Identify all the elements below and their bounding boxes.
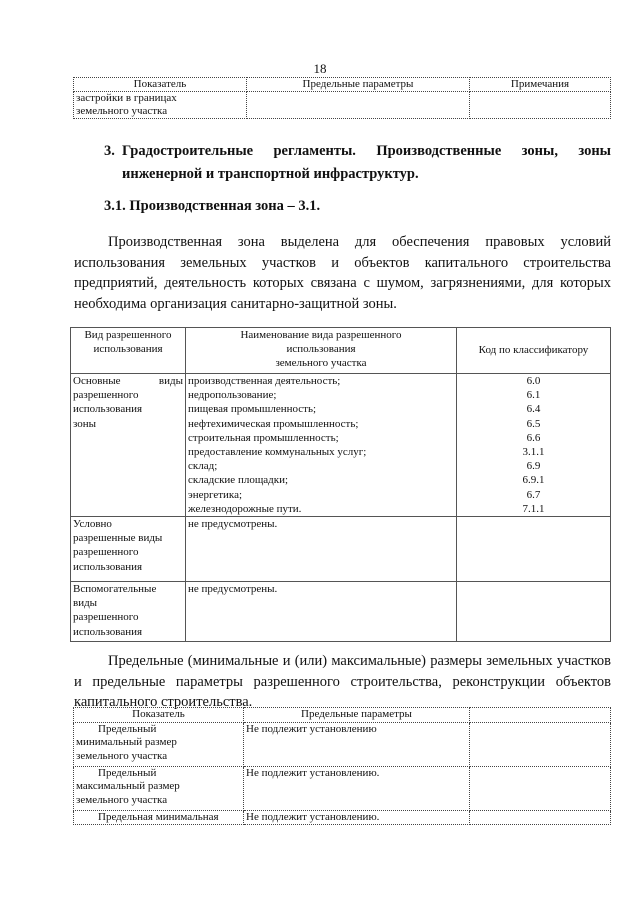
classifier-code: 3.1.1 xyxy=(522,446,545,459)
cell-line: земельного участка xyxy=(76,105,168,117)
label-line: Предельная минимальная xyxy=(98,810,219,823)
header-notes xyxy=(470,708,611,723)
classifier-code: 6.9.1 xyxy=(522,474,545,487)
page-number: 18 xyxy=(313,61,327,76)
label-line: минимальный размер xyxy=(76,736,177,748)
label-line: Предельный xyxy=(98,722,157,735)
subsection-heading: 3.1. Производственная зона – 3.1. xyxy=(104,198,321,214)
intro-paragraph-text: Производственная зона выделена для обеспечения правовых условий использования земельных участков и объектов капитального строительства предприятий, деятельность которых связана с шумом, загрязнениями, для которых необходима организация санитарно-защитной зоны. xyxy=(74,234,611,312)
label-line: максимальный размер xyxy=(76,780,180,792)
label-line: использования xyxy=(73,403,143,416)
label-line: разрешенного xyxy=(73,389,139,402)
header-indicator: Показатель xyxy=(74,708,244,723)
label-word: Основные xyxy=(73,375,121,387)
limit-row-label xyxy=(74,722,244,766)
label-line: разрешенного xyxy=(73,546,139,559)
label-line: использования xyxy=(73,625,143,638)
table-cell xyxy=(247,92,470,119)
list-item: нефтехимическая промышленность; xyxy=(188,417,359,430)
list-item: энергетика; xyxy=(188,488,243,501)
list-item: склад; xyxy=(188,460,218,473)
limit-row-note xyxy=(470,810,611,825)
header-use-type xyxy=(71,328,186,374)
label-word: виды xyxy=(158,375,183,387)
header-use-name xyxy=(186,328,457,374)
label-line: земельного участка xyxy=(76,749,168,762)
limit-row-value: Не подлежит установлению. xyxy=(244,766,470,810)
header-line: Наименование вида разрешенного xyxy=(240,329,402,341)
label-line: разрешенные виды xyxy=(73,532,163,545)
list-item: недропользование; xyxy=(188,389,277,402)
header-notes: Примечания xyxy=(470,78,611,92)
classifier-code: 7.1.1 xyxy=(522,502,545,515)
main-uses-label xyxy=(71,374,186,517)
conditional-uses-label xyxy=(71,517,186,582)
conditional-uses-code xyxy=(457,517,611,582)
table-cell xyxy=(74,92,247,119)
classifier-code: 6.9 xyxy=(526,460,541,473)
header-limit-params: Предельные параметры xyxy=(244,708,470,723)
limit-row-note xyxy=(470,722,611,766)
header-indicator: Показатель xyxy=(74,78,247,92)
section-number: 3. xyxy=(104,143,115,159)
label-line: разрешенного xyxy=(73,611,139,624)
limits-table xyxy=(73,707,611,825)
header-line: земельного участка xyxy=(275,357,367,370)
auxiliary-uses-value: не предусмотрены. xyxy=(186,582,457,642)
section-heading-line-2: инженерной и транспортной инфраструктур. xyxy=(122,166,419,182)
label-line: зоны xyxy=(73,417,97,430)
main-uses-list xyxy=(186,374,457,517)
cell-line: застройки в границах xyxy=(76,92,177,104)
label-line: использования xyxy=(73,560,143,573)
limit-row-note xyxy=(470,766,611,810)
header-line: использования xyxy=(93,343,163,356)
classifier-code: 6.4 xyxy=(526,403,541,416)
limit-row-label xyxy=(74,766,244,810)
section-heading xyxy=(104,140,611,186)
section-heading-line-1: Градостроительные регламенты. Производственные зоны, зоны xyxy=(122,143,611,159)
list-item: складские площадки; xyxy=(188,474,289,487)
list-item: железнодорожные пути. xyxy=(188,502,302,515)
limits-paragraph xyxy=(74,651,611,713)
label-line xyxy=(73,374,183,388)
classifier-code: 6.5 xyxy=(526,417,541,430)
auxiliary-uses-label xyxy=(71,582,186,642)
header-classifier-code: Код по классификатору xyxy=(457,328,611,374)
intro-paragraph xyxy=(74,232,611,314)
continuation-table xyxy=(73,77,611,119)
label-line: Вспомогательные xyxy=(73,583,157,596)
limit-row-value: Не подлежит установлению. xyxy=(244,810,470,825)
label-line: Условно xyxy=(73,518,112,531)
classifier-code: 6.7 xyxy=(526,488,541,501)
classifier-code: 6.6 xyxy=(526,431,541,444)
header-line: использования xyxy=(286,343,356,356)
permitted-use-table xyxy=(70,327,611,642)
list-item: производственная деятельность; xyxy=(188,375,341,387)
auxiliary-uses-code xyxy=(457,582,611,642)
header-limit-params: Предельные параметры xyxy=(247,78,470,92)
label-line: виды xyxy=(73,597,98,610)
header-line: Вид разрешенного xyxy=(84,329,172,341)
limits-paragraph-text: Предельные (минимальные и (или) максимальные) размеры земельных участков и предельные параметры разрешенного строительства, реконструкции объектов капитального строительства. xyxy=(74,653,611,710)
main-uses-codes xyxy=(457,374,611,517)
limit-row-label xyxy=(74,810,244,825)
list-item: строительная промышленность; xyxy=(188,431,339,444)
classifier-code: 6.1 xyxy=(526,389,541,402)
limit-row-value: Не подлежит установлению xyxy=(244,722,470,766)
table-cell xyxy=(470,92,611,119)
classifier-code: 6.0 xyxy=(526,375,541,387)
conditional-uses-value: не предусмотрены. xyxy=(186,517,457,582)
list-item: предоставление коммунальных услуг; xyxy=(188,446,367,459)
label-line: Предельный xyxy=(98,766,157,779)
label-line: земельного участка xyxy=(76,793,168,806)
list-item: пищевая промышленность; xyxy=(188,403,317,416)
